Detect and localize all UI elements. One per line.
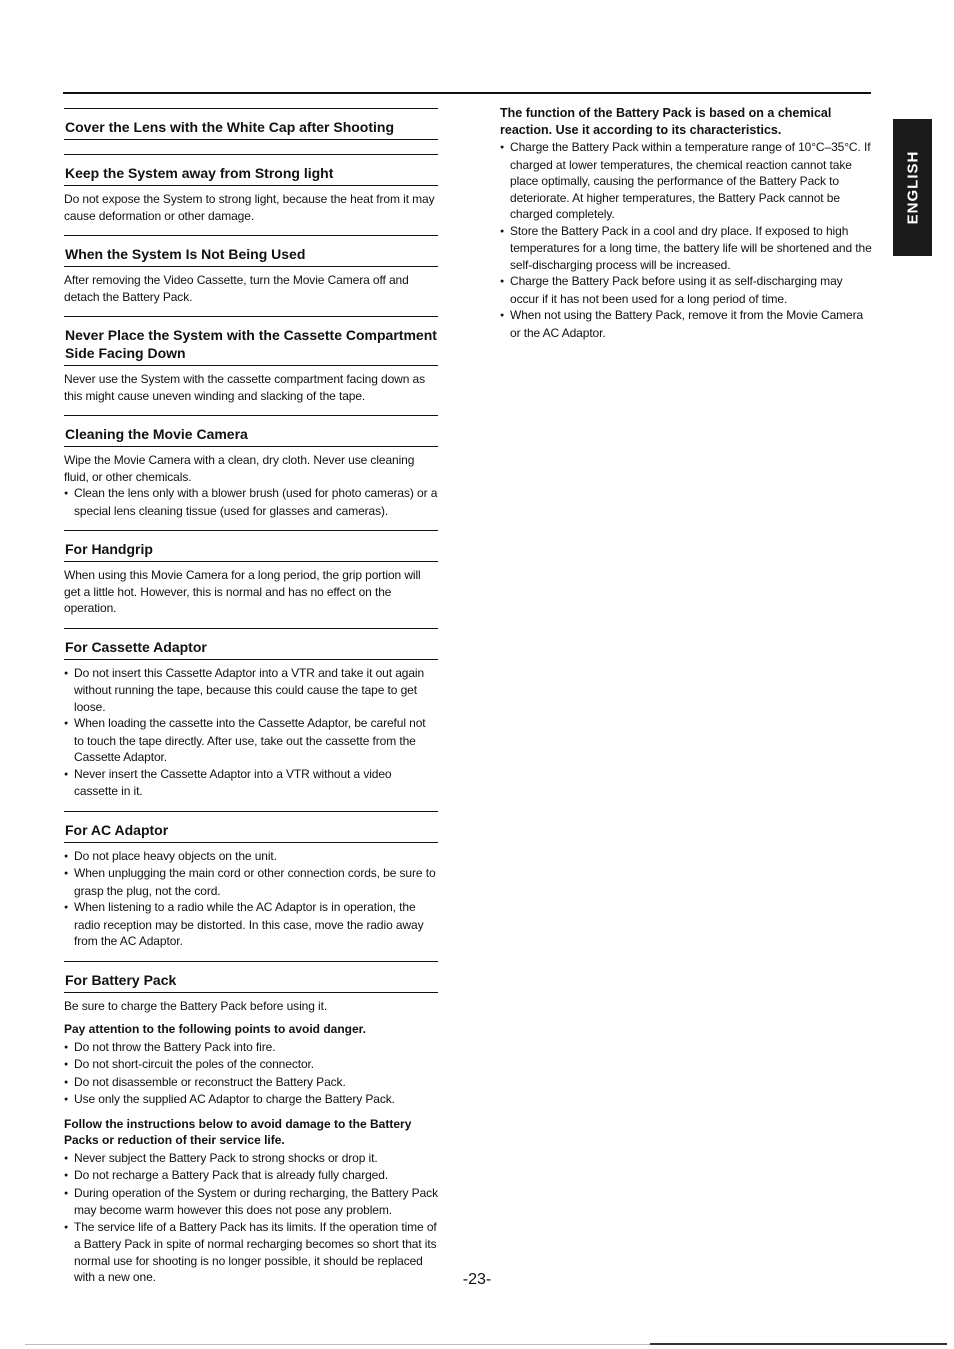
- bullet-item: ● Charge the Battery Pack within a temperature range of 10°C–35°C. If charged at lower temperatures, the chemical reaction cannot take place optimally, causing the performance of the Battery Pack to deteriorate. At higher temperatures, the Battery Pack cannot be charged completely.: [500, 139, 872, 223]
- language-tab: [893, 119, 932, 256]
- section-heading: Cleaning the Movie Camera: [64, 415, 438, 447]
- bullet-item: ● Never insert the Cassette Adaptor into a VTR without a video cassette in it.: [64, 766, 438, 800]
- damage-heading: Follow the instructions below to avoid damage to the Battery Packs or reduction of their service life.: [64, 1116, 412, 1147]
- section-spacer: [64, 404, 438, 415]
- section: [64, 316, 438, 415]
- bullet-item: ● Do not short-circuit the poles of the connector.: [64, 1056, 438, 1074]
- bullet-item: ● When unplugging the main cord or other connection cords, be sure to grasp the plug, not the cord.: [64, 865, 438, 899]
- bullet-item: ● Charge the Battery Pack before using it as self-discharging may occur if it has not been used for a long period of time.: [500, 273, 872, 307]
- bullet-item: ● When listening to a radio while the AC Adaptor is in operation, the radio reception may be distorted. In this case, move the radio away from the AC Adaptor.: [64, 899, 438, 950]
- section-paragraph: When using this Movie Camera for a long period, the grip portion will get a little hot. However, this is normal and has no effect on the operation.: [64, 568, 421, 615]
- bullet-item: ● Do not insert this Cassette Adaptor into a VTR and take it out again without running the tape, because this could cause the tape to get loose.: [64, 665, 438, 716]
- bullet-item: ● Store the Battery Pack in a cool and dry place. If exposed to high temperatures for a long time, the battery life will be shortened and the self-discharging process will be increased.: [500, 223, 872, 274]
- danger-heading: Pay attention to the following points to avoid danger.: [64, 1022, 367, 1036]
- section-paragraph: After removing the Video Cassette, turn the Movie Camera off and detach the Battery Pack.: [64, 273, 409, 304]
- section-paragraph: Never use the System with the cassette compartment facing down as this might cause uneven winding and slacking of the tape.: [64, 372, 426, 403]
- section-spacer: [64, 305, 438, 316]
- bullet-item: ● Do not recharge a Battery Pack that is already fully charged.: [64, 1167, 438, 1185]
- section: [64, 530, 438, 628]
- damage-list: [64, 1150, 438, 1286]
- right-bullet-list: [500, 139, 872, 341]
- page-number: -23-: [462, 1271, 492, 1288]
- right-column: [500, 105, 872, 341]
- bullet-list: [64, 485, 438, 519]
- section-spacer: [64, 800, 438, 811]
- danger-list: [64, 1039, 438, 1109]
- bullet-item: ● During operation of the System or during recharging, the Battery Pack may become warm however this does not pose any problem.: [64, 1185, 438, 1219]
- section: [64, 154, 438, 235]
- section-spacer: [64, 950, 438, 961]
- top-rule: [63, 92, 871, 94]
- bullet-item: ● Clean the lens only with a blower brush (used for photo cameras) or a special lens cleaning tissue (used for glasses and cameras).: [64, 485, 438, 519]
- section: [64, 235, 438, 316]
- section: [64, 811, 438, 961]
- left-column: [64, 108, 438, 1286]
- bullet-list: [64, 848, 438, 950]
- section-battery-pack: [64, 961, 438, 1286]
- chemical-reaction-heading: The function of the Battery Pack is based on a chemical reaction. Use it according to its characteristics.: [500, 106, 832, 137]
- section-heading: Keep the System away from Strong light: [64, 154, 438, 186]
- section-paragraph: Do not expose the System to strong light, because the heat from it may cause deformation or other damage.: [64, 192, 435, 223]
- section-heading: Cover the Lens with the White Cap after Shooting: [64, 108, 438, 140]
- section: [64, 415, 438, 530]
- section-spacer: [64, 519, 438, 530]
- section-heading: Never Place the System with the Cassette Compartment Side Facing Down: [64, 316, 438, 366]
- section-heading: For Battery Pack: [64, 961, 438, 993]
- section: [64, 628, 438, 811]
- bullet-item: ● Use only the supplied AC Adaptor to charge the Battery Pack.: [64, 1091, 438, 1109]
- bullet-item: ● Do not place heavy objects on the unit.: [64, 848, 438, 866]
- bullet-item: ● When not using the Battery Pack, remove it from the Movie Camera or the AC Adaptor.: [500, 307, 872, 341]
- bottom-rule-dark: [650, 1343, 947, 1345]
- section-heading: For Cassette Adaptor: [64, 628, 438, 660]
- section-spacer: [64, 145, 438, 154]
- bullet-item: ● When loading the cassette into the Cassette Adaptor, be careful not to touch the tape directly. After use, take out the cassette from the Cassette Adaptor.: [64, 715, 438, 766]
- left-sections: [64, 108, 438, 961]
- bullet-item: ● Do not disassemble or reconstruct the Battery Pack.: [64, 1074, 438, 1092]
- bullet-list: [64, 665, 438, 800]
- section-heading: For AC Adaptor: [64, 811, 438, 843]
- bullet-item: ● The service life of a Battery Pack has its limits. If the operation time of a Battery Pack in spite of normal recharging becomes so short that its normal use for shooting is no longer possible, it should be replaced with a new one.: [64, 1219, 438, 1286]
- section-heading: For Handgrip: [64, 530, 438, 562]
- bullet-item: ● Do not throw the Battery Pack into fire.: [64, 1039, 438, 1057]
- section-spacer: [64, 617, 438, 628]
- section-paragraph: Be sure to charge the Battery Pack before using it.: [64, 998, 328, 1013]
- section-spacer: [64, 224, 438, 235]
- language-tab-label: ENGLISH: [904, 150, 921, 225]
- section-heading: When the System Is Not Being Used: [64, 235, 438, 267]
- bullet-item: ● Never subject the Battery Pack to strong shocks or drop it.: [64, 1150, 438, 1168]
- section-paragraph: Wipe the Movie Camera with a clean, dry cloth. Never use cleaning fluid, or other chemicals.: [64, 453, 415, 484]
- section: [64, 108, 438, 154]
